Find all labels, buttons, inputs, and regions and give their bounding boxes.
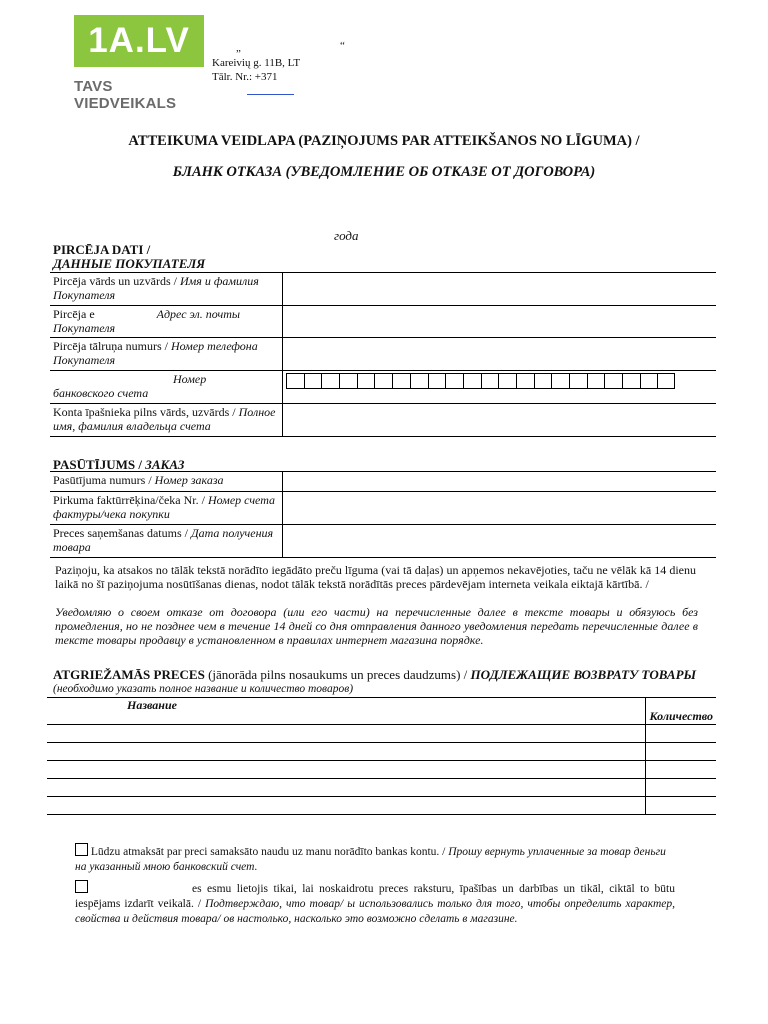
buyer-row-email bbox=[50, 306, 716, 338]
refund-text-lv: Lūdzu atmaksāt par preci samaksāto naudu uz manu norādīto bankas kontu. / bbox=[90, 846, 449, 858]
quote-open: „ bbox=[236, 42, 241, 54]
buyer-heading bbox=[53, 243, 205, 271]
goods-row bbox=[47, 761, 716, 779]
usage-text-ru: Подтверждаю, что товар/ ы использовались только для того, чтобы определить характер, свойства и действия товара/ ов настолько, насколько это возможно сделать в магазине. bbox=[75, 898, 675, 925]
order-row-invoice bbox=[50, 492, 716, 525]
buyer-email-label: Pircēja e Адрес эл. почты Покупателя bbox=[50, 306, 283, 338]
order-number-label: Pasūtījuma numurs / Номер заказа bbox=[50, 472, 283, 492]
date-word: года bbox=[334, 228, 359, 243]
goods-note-ru: (необходимо указать полное название и количество товаров) bbox=[53, 683, 354, 695]
refund-checkbox[interactable] bbox=[75, 843, 88, 856]
refund-statement bbox=[75, 843, 675, 875]
order-row-number bbox=[50, 472, 716, 492]
goods-qty-cell[interactable] bbox=[646, 725, 716, 743]
buyer-name-field[interactable] bbox=[283, 273, 717, 306]
buyer-row-account bbox=[50, 371, 716, 404]
logo: 1A.LV bbox=[74, 15, 204, 67]
buyer-phone-field[interactable] bbox=[283, 338, 717, 371]
email-link[interactable] bbox=[247, 94, 294, 95]
goods-qty-cell[interactable] bbox=[646, 761, 716, 779]
account-number-boxes[interactable] bbox=[286, 373, 713, 389]
buyer-heading-ru: ДАННЫЕ ПОКУПАТЕЛЯ bbox=[53, 256, 206, 271]
buyer-row-name bbox=[50, 273, 716, 306]
goods-name-cell[interactable] bbox=[47, 761, 646, 779]
goods-name-cell[interactable] bbox=[47, 779, 646, 797]
usage-checkbox[interactable] bbox=[75, 880, 88, 893]
usage-statement bbox=[75, 880, 675, 927]
order-row-date bbox=[50, 525, 716, 558]
buyer-phone-label: Pircēja tālruņa numurs / Номер телефона Покупателя bbox=[50, 338, 283, 371]
goods-qty-cell[interactable] bbox=[646, 797, 716, 815]
buyer-owner-field[interactable] bbox=[283, 404, 717, 437]
goods-heading-note: (jānorāda pilns nosaukums un preces daudzums) / bbox=[204, 667, 471, 682]
buyer-row-owner bbox=[50, 404, 716, 437]
order-heading-lv: PASŪTĪJUMS / bbox=[53, 457, 146, 472]
buyer-account-field[interactable] bbox=[283, 371, 717, 404]
order-table bbox=[50, 471, 716, 558]
goods-row bbox=[47, 743, 716, 761]
order-date-field[interactable] bbox=[283, 525, 717, 558]
order-heading-ru: ЗАКАЗ bbox=[145, 457, 185, 472]
goods-heading bbox=[53, 667, 696, 682]
goods-row bbox=[47, 779, 716, 797]
store-address: Kareivių g. 11B, LT bbox=[212, 57, 301, 69]
form-title-ru: БЛАНК ОТКАЗА (УВЕДОМЛЕНИЕ ОБ ОТКАЗЕ ОТ ДОГОВОРА) bbox=[172, 164, 596, 180]
col-name-header: Название bbox=[47, 698, 646, 725]
goods-row bbox=[47, 797, 716, 815]
goods-qty-cell[interactable] bbox=[646, 743, 716, 761]
buyer-heading-lv: PIRCĒJA DATI / bbox=[53, 242, 151, 257]
refund-text-ru: Прошу вернуть уплаченные за товар деньги на указанный мною банковский счет. bbox=[75, 846, 666, 873]
buyer-owner-label: Konta īpašnieka pilns vārds, uzvārds / Полное имя, фамилия владельца счета bbox=[50, 404, 283, 437]
col-qty-header: Количество bbox=[646, 698, 716, 725]
buyer-email-field[interactable] bbox=[283, 306, 717, 338]
goods-row bbox=[47, 725, 716, 743]
goods-name-cell[interactable] bbox=[47, 725, 646, 743]
notice-ru: Уведомляю о своем отказе от договора (или его части) на перечисленные далее в тексте товары и обязуюсь без промедления, но не позднее чем в течение 14 дней со дня отправления данного уведомления передать перечисленные далее в тексте товары продавцу в установленном в правилах интернет магазина порядке. bbox=[55, 605, 698, 647]
order-invoice-field[interactable] bbox=[283, 492, 717, 525]
usage-text-lv: es esmu lietojis tikai, lai noskaidrotu preces raksturu, īpašības un darbības un tikāl, ciktāl to būtu iespējams izdarīt veikalā. / bbox=[75, 883, 675, 910]
buyer-account-label: Номер банковского счета bbox=[50, 371, 283, 404]
goods-header-row bbox=[47, 698, 716, 725]
goods-heading-ru: ПОДЛЕЖАЩИЕ ВОЗВРАТУ ТОВАРЫ bbox=[470, 667, 697, 682]
notice-lv: Paziņoju, ka atsakos no tālāk tekstā norādīto iegādāto preču līguma (vai tā daļas) un apņemos nekavējoties, taču ne vēlāk kā 14 dienu laikā no šī paziņojuma nosūtīšanas dienas, nodot tālāk tekstā norādītās preces pārdevējam interneta veikala eiktajā kārtībā. / bbox=[55, 563, 696, 591]
logo-tagline: TAVS VIEDVEIKALS bbox=[74, 78, 177, 112]
buyer-row-phone bbox=[50, 338, 716, 371]
quote-close: “ bbox=[340, 40, 345, 52]
goods-qty-cell[interactable] bbox=[646, 779, 716, 797]
goods-name-cell[interactable] bbox=[47, 797, 646, 815]
goods-table bbox=[47, 697, 716, 815]
order-number-field[interactable] bbox=[283, 472, 717, 492]
goods-heading-lv: ATGRIEŽAMĀS PRECES bbox=[53, 667, 205, 682]
store-phone: Tālr. Nr.: +371 bbox=[212, 71, 278, 83]
order-invoice-label: Pirkuma faktūrrēķina/čeka Nr. / Номер счета фактуры/чека покупки bbox=[50, 492, 283, 525]
buyer-table bbox=[50, 272, 716, 437]
buyer-name-label: Pircēja vārds un uzvārds / Имя и фамилия Покупателя bbox=[50, 273, 283, 306]
order-date-label: Preces saņemšanas datums / Дата получения товара bbox=[50, 525, 283, 558]
form-title: ATTEIKUMA VEIDLAPA (PAZIŅOJUMS PAR ATTEIKŠANOS NO LĪGUMA) / bbox=[128, 133, 640, 149]
goods-name-cell[interactable] bbox=[47, 743, 646, 761]
